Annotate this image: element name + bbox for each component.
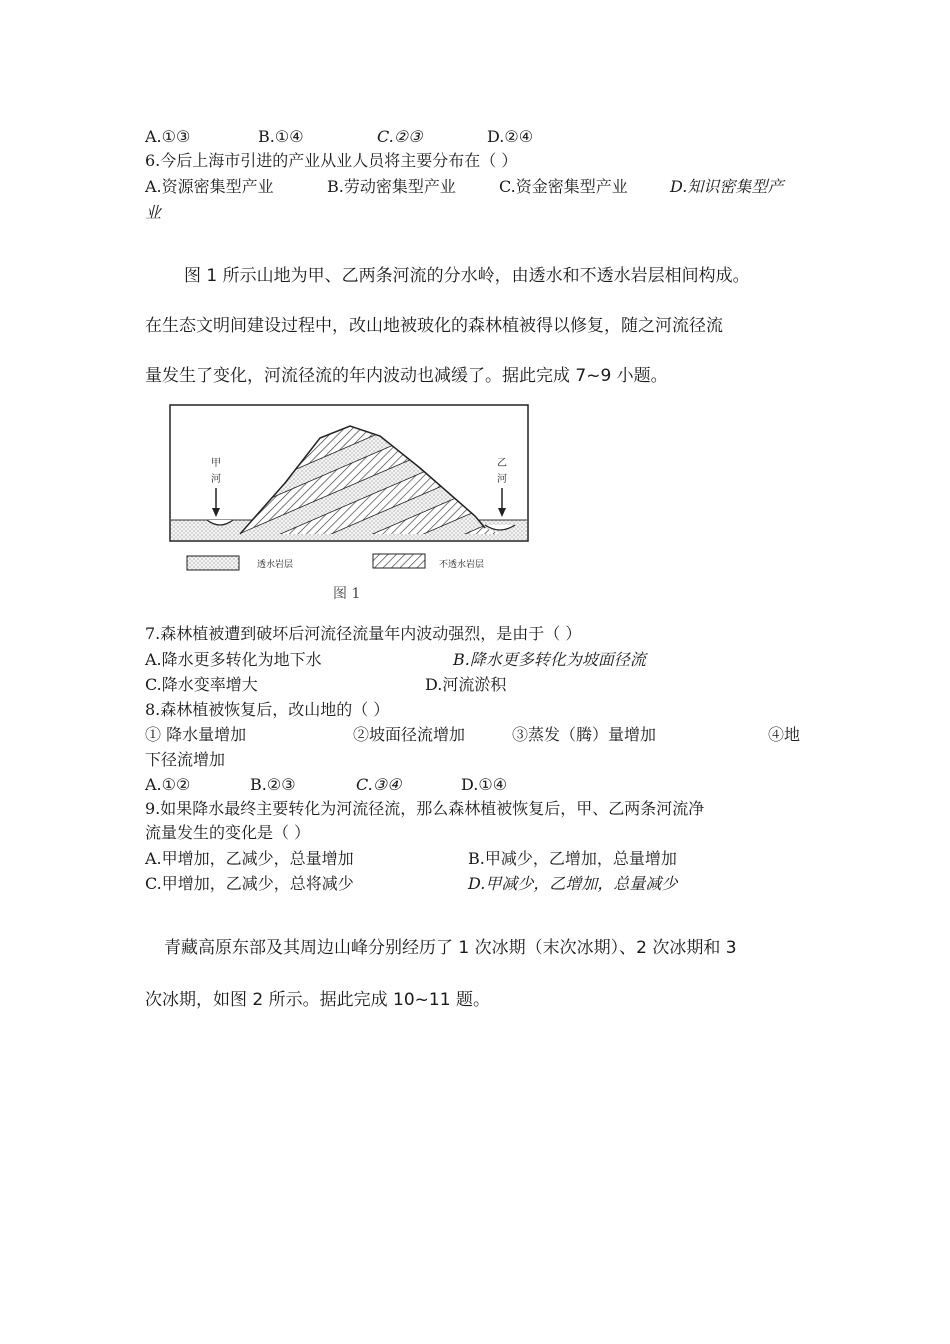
q8-option-b[interactable]: B.②③ xyxy=(250,775,296,794)
passage1-line1: 图 1 所示山地为甲、乙两条河流的分水岭，由透水和不透水岩层相间构成。 xyxy=(184,266,750,286)
q7-stem: 7.森林植被遭到破坏后河流径流量年内波动强烈，是由于（ ） xyxy=(145,624,582,643)
q8-item-4: ④地 xyxy=(768,725,801,744)
q9-option-d[interactable]: D.甲减少，乙增加，总量减少 xyxy=(468,874,678,893)
q8-stem: 8.森林植被恢复后，改山地的（ ） xyxy=(145,700,390,719)
passage2-line2: 次冰期，如图 2 所示。据此完成 10~11 题。 xyxy=(145,990,490,1010)
label-jia-1: 甲 xyxy=(211,458,221,469)
q8-option-a[interactable]: A.①② xyxy=(145,775,191,794)
q7-option-c[interactable]: C.降水变率增大 xyxy=(145,675,258,694)
q9-stem-line1: 9.如果降水最终主要转化为河流径流，那么森林植被恢复后，甲、乙两条河流净 xyxy=(145,799,705,818)
q5-option-d[interactable]: D.②④ xyxy=(487,127,534,146)
passage2-line1: 青藏高原东部及其周边山峰分别经历了 1 次冰期（末次冰期）、2 次冰期和 3 xyxy=(164,938,737,958)
q8-item-4-wrap: 下径流增加 xyxy=(145,750,226,769)
q5-option-a[interactable]: A.①③ xyxy=(145,127,191,146)
passage1-line3: 量发生了变化，河流径流的年内波动也减缓了。据此完成 7~9 小题。 xyxy=(145,366,668,386)
q6-option-b[interactable]: B.劳动密集型产业 xyxy=(327,177,456,196)
figure-caption: 图 1 xyxy=(333,586,361,602)
q6-option-d-wrap: 业 xyxy=(145,203,162,222)
q9-option-b[interactable]: B.甲减少，乙增加，总量增加 xyxy=(468,849,677,868)
q7-option-d[interactable]: D.河流淤积 xyxy=(425,675,507,694)
q5-option-c[interactable]: C.②③ xyxy=(377,127,423,146)
q8-option-d[interactable]: D.①④ xyxy=(461,775,508,794)
q6-option-c[interactable]: C.资金密集型产业 xyxy=(499,177,628,196)
q9-option-a[interactable]: A.甲增加，乙减少，总量增加 xyxy=(145,849,354,868)
q9-option-c[interactable]: C.甲增加，乙减少，总将减少 xyxy=(145,874,354,893)
label-yi-1: 乙 xyxy=(497,458,507,469)
q5-option-b[interactable]: B.①④ xyxy=(258,127,304,146)
figure-1-cross-section xyxy=(145,398,540,608)
legend-impermeable-label: 不透水岩层 xyxy=(439,560,485,570)
legend-impermeable-swatch xyxy=(373,554,425,568)
q7-option-b[interactable]: B.降水更多转化为坡面径流 xyxy=(453,650,646,669)
q8-item-1: ① 降水量增加 xyxy=(145,725,247,744)
label-jia-2: 河 xyxy=(211,474,221,485)
q8-option-c[interactable]: C.③④ xyxy=(356,775,402,794)
passage1-line2: 在生态文明间建设过程中，改山地被玻化的森林植被得以修复，随之河流径流 xyxy=(145,316,723,336)
q9-stem-line2: 流量发生的变化是（ ） xyxy=(145,823,311,842)
q6-stem: 6.今后上海市引进的产业从业人员将主要分布在（ ） xyxy=(145,151,518,170)
q8-item-2: ②坡面径流增加 xyxy=(353,725,466,744)
legend-permeable-swatch xyxy=(187,556,239,570)
legend-permeable-label: 透水岩层 xyxy=(257,560,294,570)
q7-option-a[interactable]: A.降水更多转化为地下水 xyxy=(145,650,322,669)
q8-item-3: ③蒸发（腾）量增加 xyxy=(512,725,657,744)
q6-option-a[interactable]: A.资源密集型产业 xyxy=(145,177,274,196)
q6-option-d[interactable]: D.知识密集型产 xyxy=(670,177,784,196)
label-yi-2: 河 xyxy=(497,474,507,485)
